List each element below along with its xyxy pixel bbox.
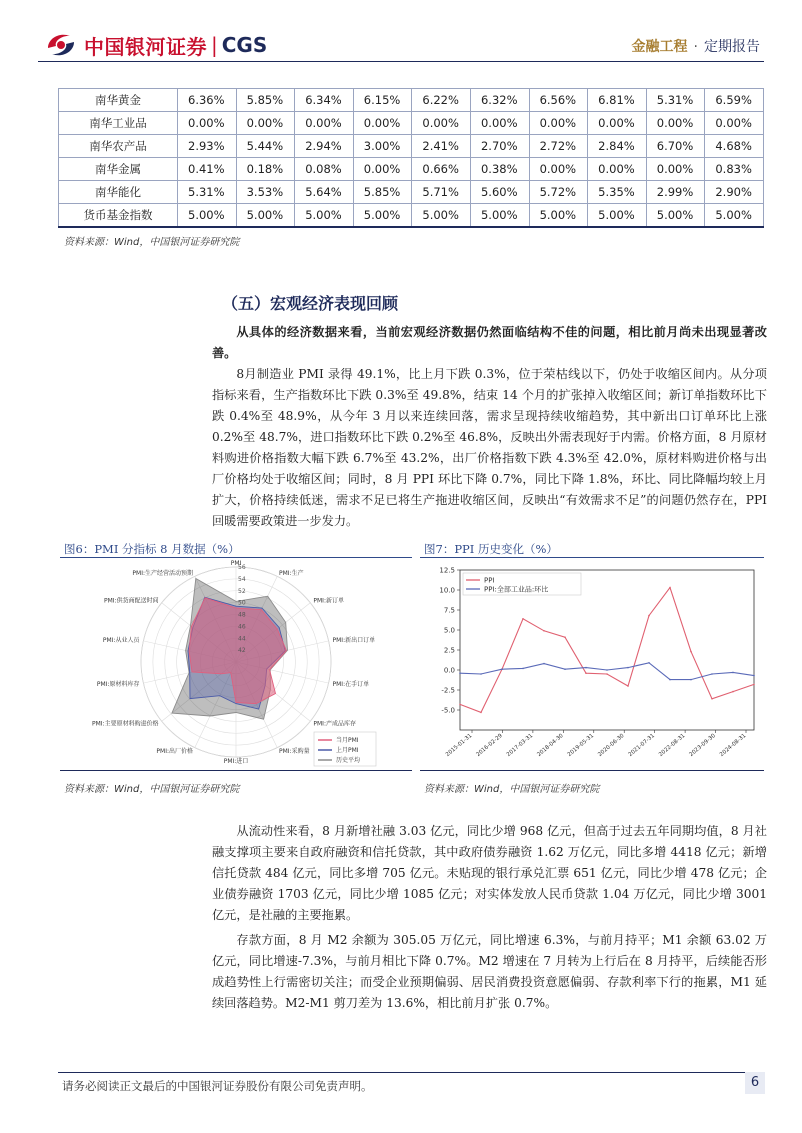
- radar-tick-label: 52: [238, 587, 246, 595]
- table-cell: 0.08%: [295, 158, 354, 181]
- brand-separator: |: [211, 33, 218, 57]
- report-type: 定期报告: [704, 39, 760, 55]
- table-cell: 3.00%: [353, 135, 412, 158]
- radar-category-label: PMI:出厂价格: [156, 748, 193, 756]
- table-cell: 5.35%: [588, 181, 647, 204]
- fig6-source: 资料来源：Wind，中国银河证券研究院: [64, 784, 240, 795]
- allocation-table: [58, 88, 764, 228]
- radar-legend-label: 当月PMI: [336, 737, 359, 744]
- table-cell: 0.00%: [588, 112, 647, 135]
- table-cell: 6.56%: [529, 89, 588, 112]
- table-cell: 2.84%: [588, 135, 647, 158]
- ppi-point: [627, 667, 629, 669]
- table-cell: 5.00%: [588, 204, 647, 228]
- radar-category-label: PMI:从业人员: [102, 637, 140, 644]
- table-cell: 5.85%: [353, 181, 412, 204]
- ppi-point: [690, 679, 692, 681]
- table-cell: 0.66%: [412, 158, 471, 181]
- ppi-point: [480, 712, 482, 714]
- table-row: [59, 112, 764, 135]
- ppi-point: [585, 672, 587, 674]
- footer-divider: [58, 1072, 764, 1073]
- fig6-caption-line: [60, 557, 412, 558]
- fig7-caption-line: [420, 557, 764, 558]
- ppi-x-tick-label: 2017-03-31: [505, 732, 535, 759]
- ppi-point: [648, 615, 650, 617]
- table-cell: 6.15%: [353, 89, 412, 112]
- header-divider: [38, 61, 764, 62]
- table-source: 资料来源：Wind，中国银河证券研究院: [64, 237, 240, 248]
- ppi-x-tick-label: 2022-08-31: [658, 732, 687, 759]
- ppi-point: [543, 630, 545, 632]
- ppi-y-tick-label: 5.0: [443, 626, 455, 635]
- fig6-caption: 图6：PMI 分指标 8 月数据（%）: [64, 542, 240, 556]
- table-cell: 2.90%: [705, 181, 764, 204]
- radar-tick-label: 56: [238, 564, 246, 571]
- radar-category-label: PMI:进口: [223, 758, 249, 765]
- table-cell: 0.00%: [353, 158, 412, 181]
- ppi-point: [753, 684, 755, 686]
- ppi-point: [711, 698, 713, 700]
- table-cell: 2.41%: [412, 135, 471, 158]
- ppi-x-tick-label: 2023-09-30: [688, 732, 717, 759]
- table-cell: 0.00%: [353, 112, 412, 135]
- radar-category-label: PMI:新出口订单: [332, 637, 376, 644]
- table-cell: 0.00%: [705, 112, 764, 135]
- table-row: [59, 89, 764, 112]
- ppi-y-tick-label: 0.0: [443, 666, 455, 675]
- table-cell: 0.00%: [412, 112, 471, 135]
- radar-category-label: PMI:采购量: [279, 748, 310, 756]
- table-cell: 0.00%: [295, 112, 354, 135]
- row-label: 南华农产品: [59, 135, 178, 158]
- ppi-x-tick-label: 2019-05-31: [566, 732, 596, 759]
- table-cell: 5.44%: [236, 135, 295, 158]
- table-row: [59, 181, 764, 204]
- table-cell: 0.00%: [236, 112, 295, 135]
- header-dot: ·: [693, 39, 698, 55]
- radar-category-label: PMI:生产经营活动预期: [132, 569, 193, 577]
- radar-tick-label: 48: [238, 611, 246, 619]
- radar-tick-label: 50: [238, 599, 246, 607]
- table-cell: 0.00%: [470, 112, 529, 135]
- ppi-legend-label: PPI: [484, 576, 495, 585]
- lead-paragraph: 从具体的经济数据来看，当前宏观经济数据仍然面临结构不佳的问题，相比前月尚未出现显著改善。: [212, 325, 767, 360]
- table-cell: 5.60%: [470, 181, 529, 204]
- ppi-x-tick-label: 2020-06-30: [597, 732, 626, 759]
- table-cell: 0.00%: [646, 112, 705, 135]
- table-cell: 6.70%: [646, 135, 705, 158]
- table-cell: 6.32%: [470, 89, 529, 112]
- ppi-x-tick-label: 2018-04-30: [536, 732, 565, 759]
- table-cell: 0.00%: [529, 158, 588, 181]
- table-cell: 3.53%: [236, 181, 295, 204]
- table-cell: 0.83%: [705, 158, 764, 181]
- table-cell: 6.34%: [295, 89, 354, 112]
- table-cell: 5.64%: [295, 181, 354, 204]
- table-cell: 5.31%: [178, 181, 237, 204]
- ppi-point: [522, 668, 524, 670]
- brand-en: CGS: [221, 33, 268, 57]
- table-cell: 2.93%: [178, 135, 237, 158]
- table-cell: 6.22%: [412, 89, 471, 112]
- table-cell: 5.72%: [529, 181, 588, 204]
- fig7-bottom-line: [420, 770, 764, 771]
- ppi-point: [522, 618, 524, 620]
- ppi-point: [627, 685, 629, 687]
- ppi-y-tick-label: 12.5: [439, 566, 455, 575]
- row-label: 南华工业品: [59, 112, 178, 135]
- fig6-bottom-line: [60, 770, 412, 771]
- radar-legend-label: 上月PMI: [336, 747, 359, 754]
- ppi-point: [753, 675, 755, 677]
- table-cell: 0.00%: [646, 158, 705, 181]
- brand-logo: [44, 30, 267, 60]
- ppi-x-tick-label: 2024-08-31: [718, 732, 748, 759]
- brand-cn: 中国银河证券: [84, 34, 207, 59]
- ppi-point: [564, 636, 566, 638]
- table-cell: 6.36%: [178, 89, 237, 112]
- ppi-x-tick-label: 2016-02-29: [475, 732, 504, 759]
- table-cell: 5.00%: [646, 204, 705, 228]
- table-cell: 5.00%: [178, 204, 237, 228]
- radar-tick-label: 44: [238, 635, 246, 643]
- radar-tick-label: 46: [238, 623, 246, 631]
- table-cell: 5.31%: [646, 89, 705, 112]
- table-cell: 5.00%: [353, 204, 412, 228]
- ppi-series-line-0: [460, 588, 754, 713]
- ppi-y-tick-label: 2.5: [443, 646, 455, 655]
- table-cell: 4.68%: [705, 135, 764, 158]
- fig7-caption: 图7：PPI 历史变化（%）: [424, 542, 558, 556]
- disclaimer: 请务必阅读正文最后的中国银河证券股份有限公司免责声明。: [62, 1079, 373, 1093]
- table-row: [59, 204, 764, 228]
- ppi-point: [459, 672, 461, 674]
- table-cell: 5.71%: [412, 181, 471, 204]
- radar-category-label: PMI:供货商配送时间: [104, 597, 159, 605]
- radar-category-label: PMI:主要原材料购进价格: [92, 720, 159, 728]
- ppi-point: [564, 668, 566, 670]
- table-cell: 5.00%: [412, 204, 471, 228]
- cgs-logo-icon: [44, 30, 78, 60]
- ppi-point: [501, 668, 503, 670]
- table-cell: 0.18%: [236, 158, 295, 181]
- ppi-line-chart: [420, 560, 764, 770]
- ppi-point: [669, 679, 671, 681]
- table-cell: 2.70%: [470, 135, 529, 158]
- ppi-y-tick-label: 7.5: [443, 606, 455, 615]
- ppi-y-tick-label: -2.5: [441, 686, 455, 695]
- ppi-point: [585, 667, 587, 669]
- table-cell: 0.00%: [588, 158, 647, 181]
- fig7-source: 资料来源：Wind，中国银河证券研究院: [424, 784, 600, 795]
- radar-tick-label: 54: [238, 575, 246, 583]
- row-label: 南华能化: [59, 181, 178, 204]
- table-cell: 5.00%: [236, 204, 295, 228]
- ppi-point: [648, 662, 650, 664]
- report-category: 金融工程: [631, 39, 688, 55]
- radar-category-label: PMI: [230, 560, 242, 567]
- radar-category-label: PMI:原材料库存: [96, 681, 140, 688]
- ppi-legend-label: PPI:全部工业品:环比: [484, 585, 549, 594]
- ppi-x-tick-label: 2015-01-31: [444, 732, 474, 759]
- ppi-point: [606, 673, 608, 675]
- row-label: 货币基金指数: [59, 204, 178, 228]
- table-cell: 5.85%: [236, 89, 295, 112]
- radar-category-label: PMI:在手订单: [332, 681, 370, 688]
- table-cell: 2.94%: [295, 135, 354, 158]
- pmi-paragraph: 8月制造业 PMI 录得 49.1%，比上月下跌 0.3%，位于荣枯线以下，仍处于收缩区间内。从分项指标来看，生产指数环比下跌 0.3%至 49.8%，结束 14 个月的扩张掉入收缩区间；新订单指数环比下跌 0.4%至 48.9%，从今年 3 月以来连续回落，需求呈现持续收缩趋势，其中新出口订单环比上涨 0.2%至 48.7%，进口指数环比下跌 0.2%至 46.8%，反映出外需表现好于内需。价格方面，8 月原材料购进价格指数大幅下跌 6.7%至 43.2%，出厂价格指数下跌 4.3%至 42.0%，原材料购进价格与出厂价格均处于收缩区间；同时，8 月 PPI 环比下降 0.7%，同比下降 1.8%，环比、同比降幅均较上月扩大，价格持续低迷，需求不足已将生产拖进收缩区间，反映出“有效需求不足”的问题仍然存在，PPI 回暖需要政策进一步发力。: [212, 367, 767, 528]
- ppi-point: [669, 587, 671, 589]
- table-cell: 5.00%: [529, 204, 588, 228]
- table-cell: 0.41%: [178, 158, 237, 181]
- ppi-y-tick-label: 10.0: [439, 586, 455, 595]
- table-cell: 5.00%: [470, 204, 529, 228]
- ppi-point: [480, 673, 482, 675]
- ppi-point: [711, 673, 713, 675]
- ppi-point: [459, 704, 461, 706]
- table-cell: 6.81%: [588, 89, 647, 112]
- row-label: 南华黄金: [59, 89, 178, 112]
- ppi-point: [543, 663, 545, 665]
- ppi-x-tick-label: 2021-07-31: [627, 732, 656, 759]
- page-header: [0, 0, 802, 64]
- radar-category-label: PMI:生产: [279, 569, 304, 577]
- table-cell: 5.00%: [705, 204, 764, 228]
- ppi-point: [732, 691, 734, 693]
- table-cell: 0.38%: [470, 158, 529, 181]
- table-cell: 2.99%: [646, 181, 705, 204]
- table-row: [59, 135, 764, 158]
- radar-category-label: PMI:产成品库存: [313, 720, 356, 728]
- ppi-point: [690, 651, 692, 653]
- row-label: 南华金属: [59, 158, 178, 181]
- liquidity-paragraph: 从流动性来看，8 月新增社融 3.03 亿元，同比少增 968 亿元，但高于过去五年同期均值，8 月社融支撑项主要来自政府融资和信托贷款，其中政府债券融资 1.62 万亿元，同比多增 4418 亿元；新增信托贷款 484 亿元，同比多增 705 亿元。未贴现的银行承兑汇票 651 亿元，同比少增 478 亿元；企业债券融资 1703 亿元，同比少增 1085 亿元；对实体发放人民币贷款 1.04 万亿元，同比少增 3001 亿元，是社融的主要拖累。: [212, 824, 767, 922]
- ppi-y-tick-label: -5.0: [441, 706, 455, 715]
- pmi-radar-chart: [60, 560, 412, 770]
- table-cell: 6.59%: [705, 89, 764, 112]
- table-cell: 0.00%: [178, 112, 237, 135]
- table-cell: 5.00%: [295, 204, 354, 228]
- section-title: （五）宏观经济表现回顾: [222, 294, 399, 313]
- radar-legend-label: 历史平均: [336, 757, 361, 764]
- table-cell: 0.00%: [529, 112, 588, 135]
- page-number: 6: [745, 1072, 765, 1094]
- radar-category-label: PMI:新订单: [313, 597, 344, 605]
- deposit-paragraph: 存款方面，8 月 M2 余额为 305.05 万亿元，同比增速 6.3%，与前月持平；M1 余额 63.02 万亿元，同比增速-7.3%，与前月相比下降 0.7%。M2 增速在 7 月转为上行后在 8 月持平，后续能否形成趋势性上行需密切关注；而受企业预期偏弱、居民消费投资意愿偏弱、存款利率下行的拖累，M1 延续回落趋势。M2-M1 剪刀差为 13.6%，相比前月扩张 0.7%。: [212, 933, 767, 1010]
- radar-tick-label: 42: [238, 647, 246, 655]
- ppi-point: [732, 672, 734, 674]
- table-cell: 2.72%: [529, 135, 588, 158]
- table-row: [59, 158, 764, 181]
- ppi-point: [606, 669, 608, 671]
- report-tag: [632, 36, 760, 56]
